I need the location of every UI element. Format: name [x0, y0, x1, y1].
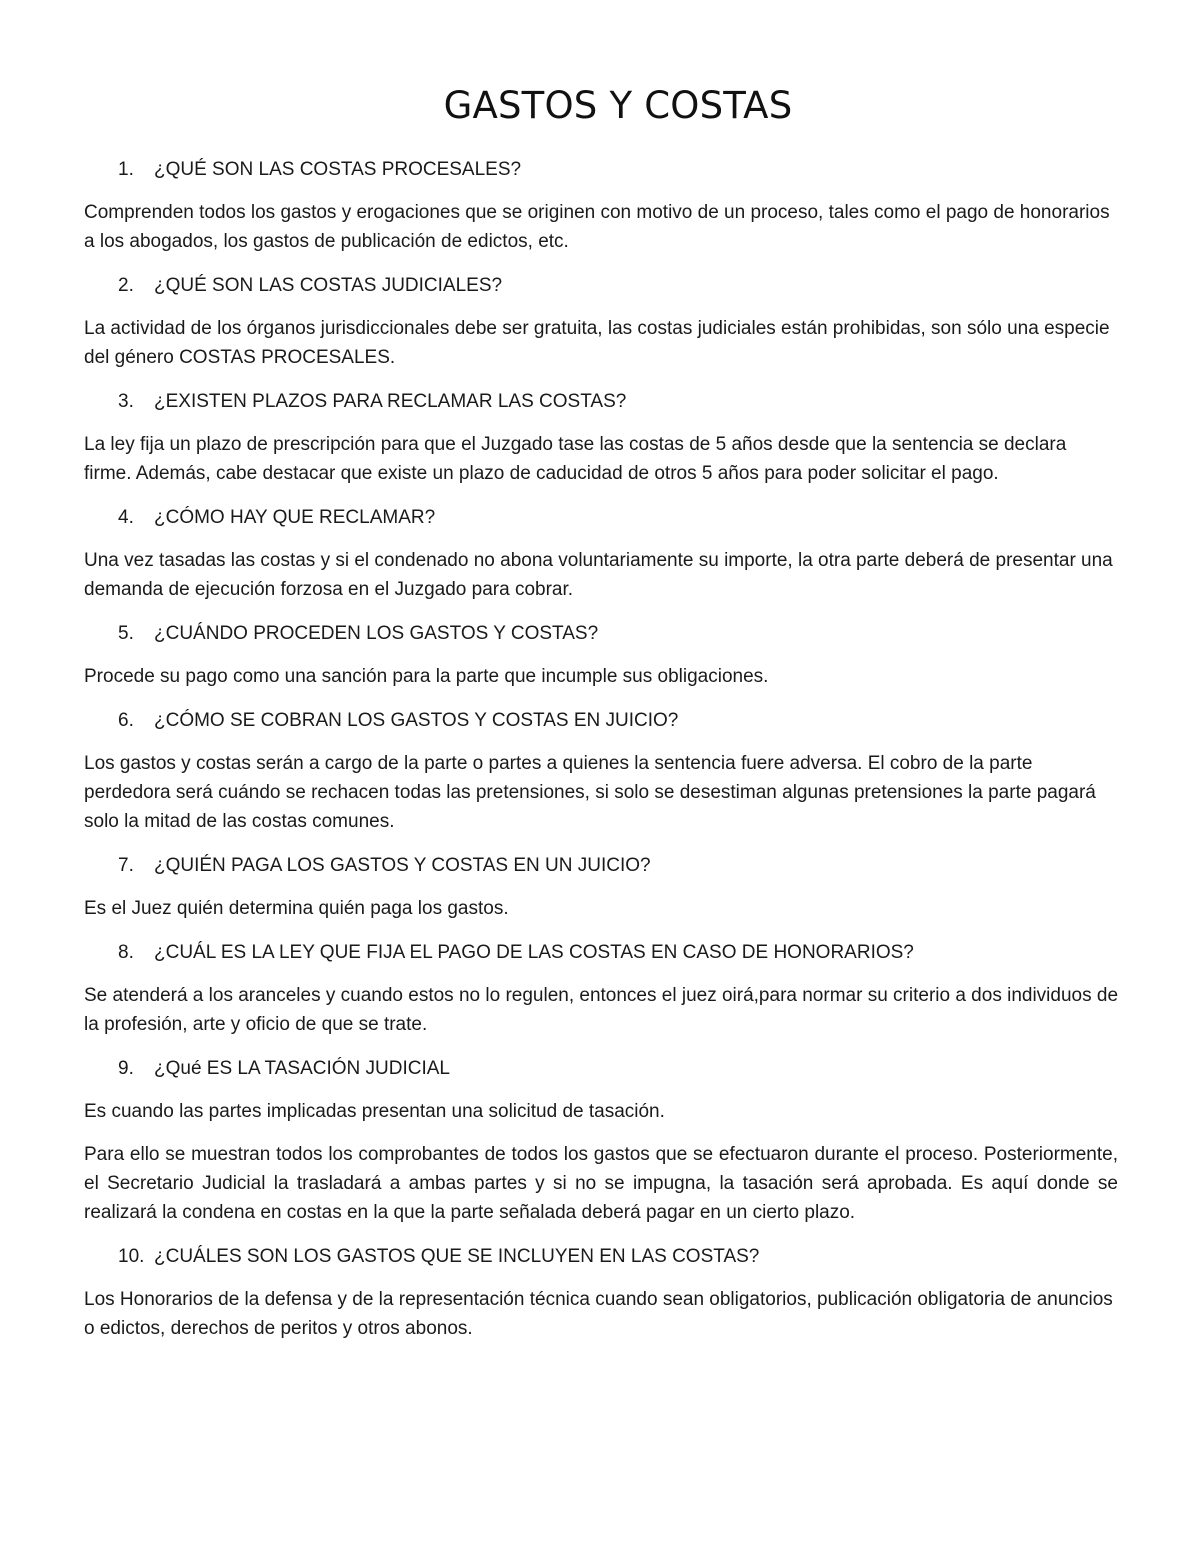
question-number: 7. [118, 855, 134, 876]
question-text: ¿CÓMO HAY QUE RECLAMAR? [154, 507, 436, 528]
question-text: ¿QUÉ SON LAS COSTAS PROCESALES? [154, 159, 522, 180]
question-number: 6. [118, 710, 134, 731]
question-7 [84, 851, 1118, 880]
question-text: ¿QUÉ SON LAS COSTAS JUDICIALES? [154, 275, 503, 296]
question-9 [84, 1054, 1118, 1083]
question-8 [84, 938, 1118, 967]
answer-4: Una vez tasadas las costas y si el condenado no abona voluntariamente su importe, la otra parte deberá de presentar una demanda de ejecución forzosa en el Juzgado para cobrar. [84, 550, 1113, 600]
question-6 [84, 706, 1118, 735]
question-1 [84, 155, 1118, 184]
question-text: ¿CUÁL ES LA LEY QUE FIJA EL PAGO DE LAS COSTAS EN CASO DE HONORARIOS? [154, 942, 914, 963]
document-title: GASTOS Y COSTAS [443, 84, 793, 127]
answer-1: Comprenden todos los gastos y erogaciones que se originen con motivo de un proceso, tales como el pago de honorarios a los abogados, los gastos de publicación de edictos, etc. [84, 202, 1110, 252]
question-3 [84, 387, 1118, 416]
question-10 [84, 1242, 1118, 1271]
question-text: ¿CUÁNDO PROCEDEN LOS GASTOS Y COSTAS? [154, 623, 599, 644]
answer-2: La actividad de los órganos jurisdiccionales debe ser gratuita, las costas judiciales están prohibidas, son sólo una especie del género COSTAS PROCESALES. [84, 318, 1110, 368]
answer-6: Los gastos y costas serán a cargo de la parte o partes a quienes la sentencia fuere adversa. El cobro de la parte perdedora será cuándo se rechacen todas las pretensiones, si solo se desestiman algunas pretensiones la parte pagará solo la mitad de las costas comunes. [84, 753, 1096, 832]
question-5 [84, 619, 1118, 648]
question-number: 4. [118, 507, 134, 528]
question-number: 9. [118, 1058, 134, 1079]
question-number: 2. [118, 275, 134, 296]
question-number: 3. [118, 391, 134, 412]
answer-10: Los Honorarios de la defensa y de la representación técnica cuando sean obligatorios, publicación obligatoria de anuncios o edictos, derechos de peritos y otros abonos. [84, 1289, 1113, 1339]
question-number: 5. [118, 623, 134, 644]
question-number: 10. [118, 1246, 145, 1267]
question-text: ¿Qué ES LA TASACIÓN JUDICIAL [154, 1058, 451, 1079]
document-body [84, 155, 1118, 1358]
question-2 [84, 271, 1118, 300]
answer-7: Es el Juez quién determina quién paga los gastos. [84, 898, 509, 919]
question-number: 8. [118, 942, 134, 963]
question-4 [84, 503, 1118, 532]
answer-8: Se atenderá a los aranceles y cuando estos no lo regulen, entonces el juez oirá,para normar su criterio a dos individuos de la profesión, arte y oficio de que se trate. [84, 985, 1119, 1035]
question-text: ¿EXISTEN PLAZOS PARA RECLAMAR LAS COSTAS? [154, 391, 627, 412]
answer-3: La ley fija un plazo de prescripción para que el Juzgado tase las costas de 5 años desde que la sentencia se declara firme. Además, cabe destacar que existe un plazo de caducidad de otros 5 años para poder solicitar el pago. [84, 434, 1067, 484]
question-text: ¿CUÁLES SON LOS GASTOS QUE SE INCLUYEN EN LAS COSTAS? [154, 1246, 760, 1267]
answer-5: Procede su pago como una sanción para la parte que incumple sus obligaciones. [84, 666, 769, 687]
answer-9b: Para ello se muestran todos los comprobantes de todos los gastos que se efectuaron durante el proceso. Posteriormente, el Secretario Judicial la trasladará a ambas partes y si no se impugna, la tasación será aprobada. Es aquí donde se realizará la condena en costas en la que la parte señalada deberá pagar en un cierto plazo. [84, 1144, 1118, 1223]
question-text: ¿QUIÉN PAGA LOS GASTOS Y COSTAS EN UN JUICIO? [154, 855, 651, 876]
answer-9a: Es cuando las partes implicadas presentan una solicitud de tasación. [84, 1101, 665, 1122]
question-text: ¿CÓMO SE COBRAN LOS GASTOS Y COSTAS EN JUICIO? [154, 710, 679, 731]
question-number: 1. [118, 159, 134, 180]
